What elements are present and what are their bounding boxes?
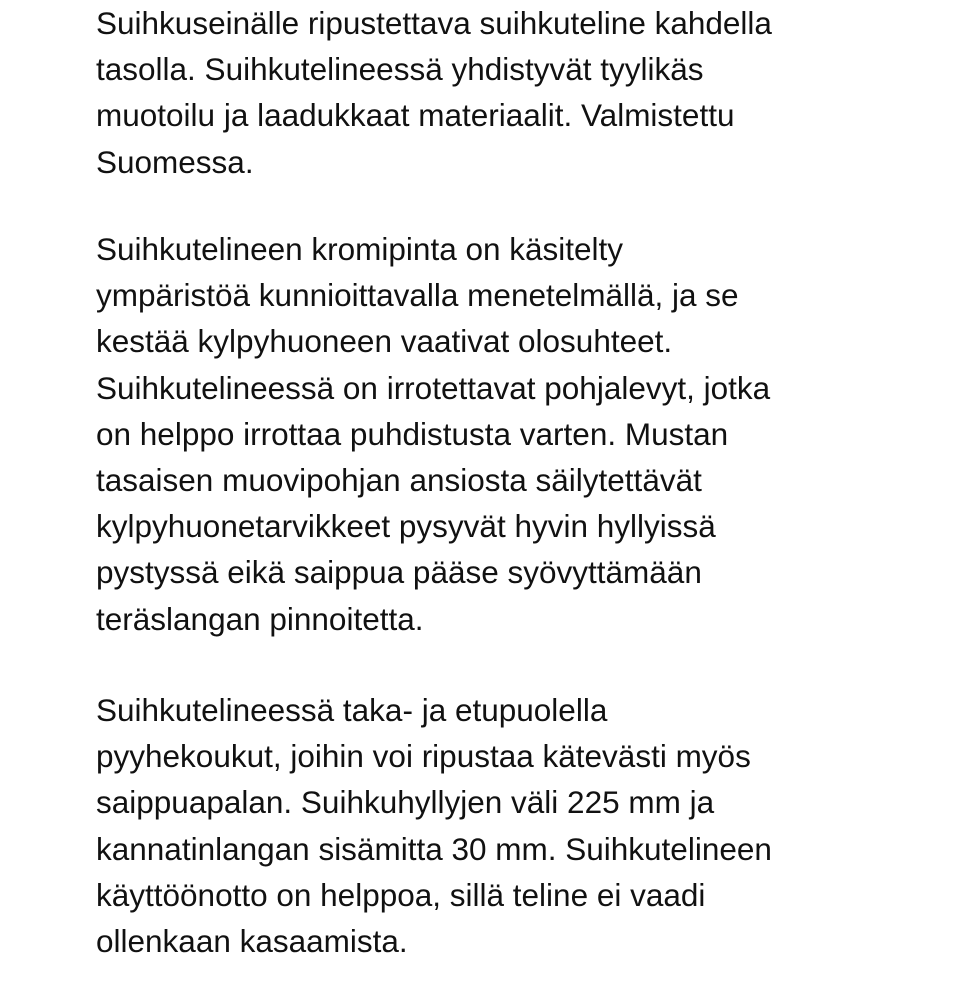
paragraph-intro <box>96 0 772 185</box>
paragraph-features <box>96 687 772 964</box>
text-line: pyyhekoukut, joihin voi ripustaa kätevästi myös <box>96 738 751 775</box>
text-line: tasaisen muovipohjan ansiosta säilytettävät <box>96 461 702 498</box>
text-line: on helppo irrottaa puhdistusta varten. Mustan <box>96 415 729 452</box>
text-line: muotoilu ja laadukkaat materiaalit. Valmistettu <box>96 97 735 134</box>
text-line: ympäristöä kunnioittavalla menetelmällä, ja se <box>96 277 739 314</box>
text-line: kestää kylpyhuoneen vaativat olosuhteet. <box>96 323 673 360</box>
text-line: teräslangan pinnoitetta. <box>96 600 424 637</box>
text-line: Suihkutelineen kromipinta on käsitelty <box>96 231 624 267</box>
text-line: tasolla. Suihkutelineessä yhdistyvät tyylikäs <box>96 51 704 88</box>
text-line: Suihkutelineessä taka- ja etupuolella <box>96 692 608 728</box>
text-line: Suihkutelineessä on irrotettavat pohjalevyt, jotka <box>96 369 771 406</box>
text-line: kannatinlangan sisämitta 30 mm. Suihkutelineen <box>96 830 772 867</box>
text-line: saippuapalan. Suihkuhyllyjen väli 225 mm ja <box>96 784 715 821</box>
text-line: pystyssä eikä saippua pääse syövyttämään <box>96 554 702 591</box>
paragraph-materials <box>96 226 770 642</box>
text-line: Suomessa. <box>96 143 254 180</box>
text-line: ollenkaan kasaamista. <box>96 922 408 959</box>
text-line: kylpyhuonetarvikkeet pysyvät hyvin hyllyissä <box>96 508 716 545</box>
text-line: Suihkuseinälle ripustettava suihkuteline kahdella <box>96 5 772 41</box>
text-line: käyttöönotto on helppoa, sillä teline ei vaadi <box>96 876 706 913</box>
